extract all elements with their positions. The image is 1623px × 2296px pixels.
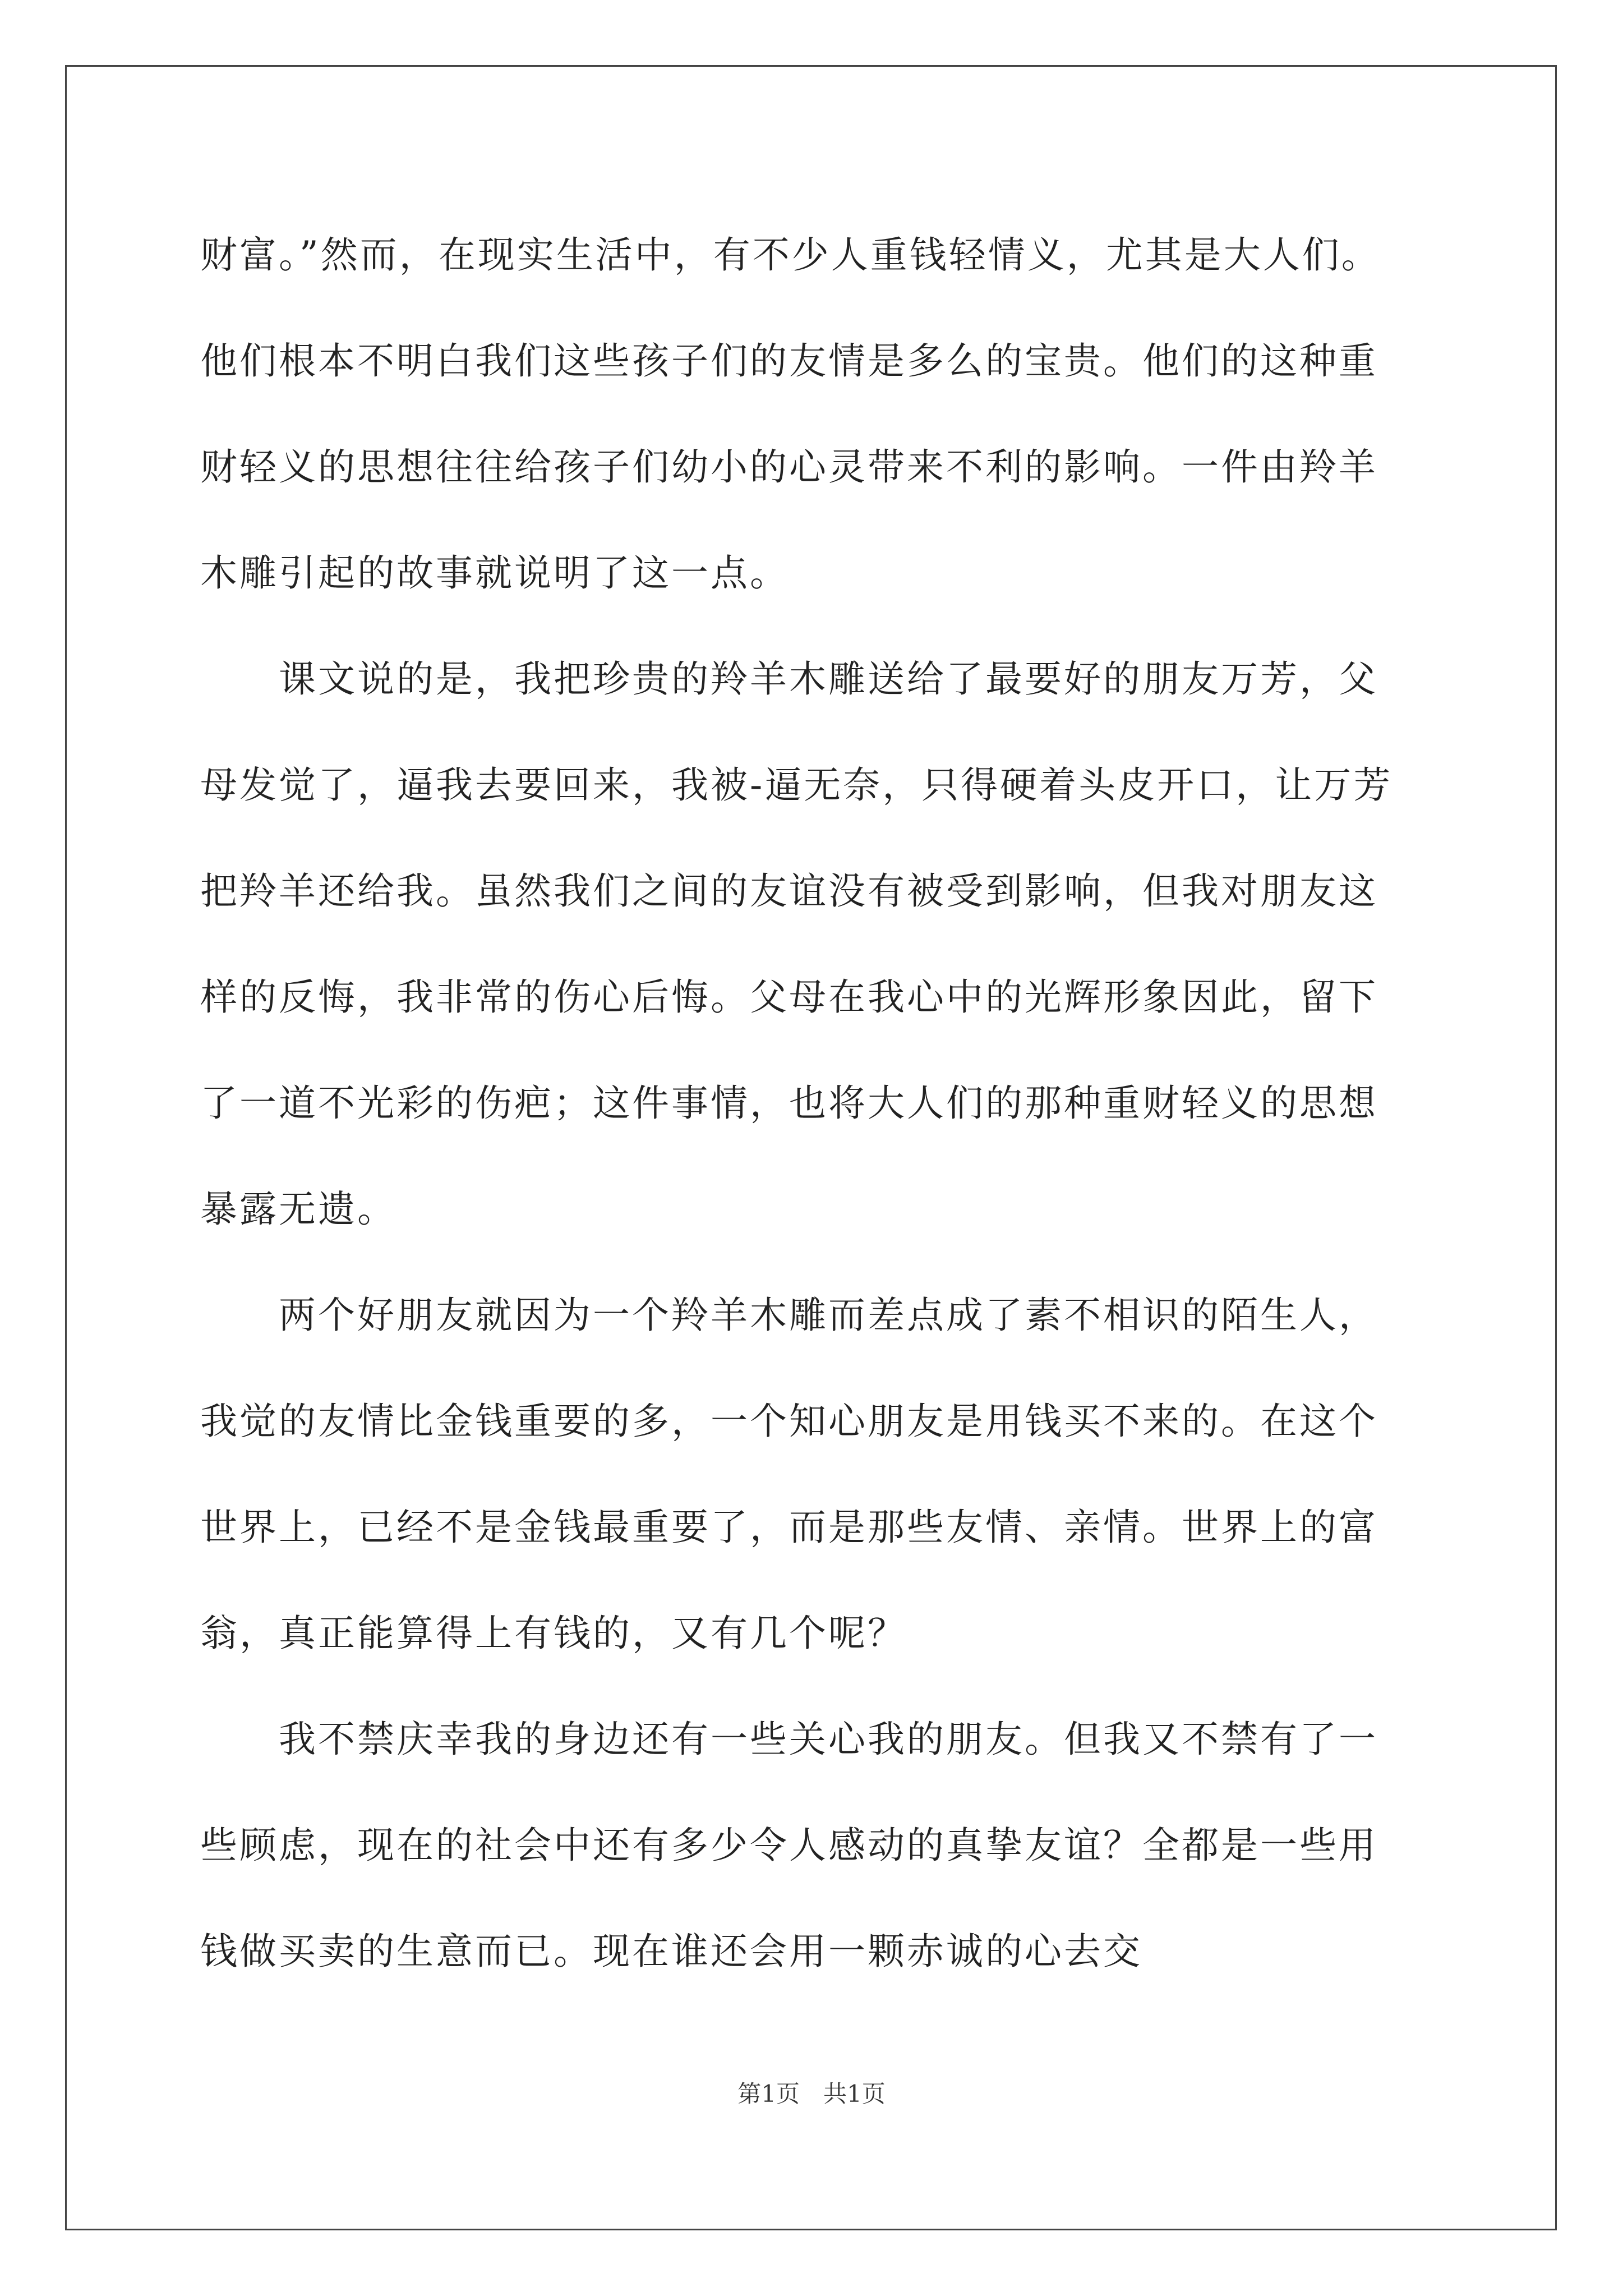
text-line: 钱做买卖的生意而已。现在谁还会用一颗赤诚的心去交 xyxy=(200,1930,1142,1973)
text-line: 我不禁庆幸我的身边还有一些关心我的朋友。但我又不禁有了一 xyxy=(200,1718,1378,1761)
text-line: 木雕引起的故事就说明了这一点。 xyxy=(200,551,789,595)
text-line: 翁，真正能算得上有钱的，又有几个呢？ xyxy=(200,1612,907,1655)
text-line: 财富。”然而，在现实生活中，有不少人重钱轻情义，尤其是大人们。 xyxy=(200,233,1381,277)
text-line: 两个好朋友就因为一个羚羊木雕而差点成了素不相识的陌生人， xyxy=(200,1294,1378,1337)
text-line: 样的反悔，我非常的伤心后悔。父母在我心中的光辉形象因此，留下 xyxy=(200,976,1378,1019)
text-line: 财轻义的思想往往给孩子们幼小的心灵带来不利的影响。一件由羚羊 xyxy=(200,445,1378,489)
text-line: 了一道不光彩的伤疤；这件事情，也将大人们的那种重财轻义的思想 xyxy=(200,1082,1378,1125)
document-body xyxy=(200,202,1434,2004)
text-line: 暴露无遗。 xyxy=(200,1188,396,1231)
text-line: 把羚羊还给我。虽然我们之间的友谊没有被受到影响，但我对朋友这 xyxy=(200,869,1378,913)
text-line: 些顾虑，现在的社会中还有多少令人感动的真挚友谊？全都是一些用 xyxy=(200,1824,1378,1867)
text-line: 课文说的是，我把珍贵的羚羊木雕送给了最要好的朋友万芳，父 xyxy=(200,657,1378,701)
text-line: 母发觉了，逼我去要回来，我被-逼无奈，只得硬着头皮开口，让万芳 xyxy=(200,763,1393,807)
text-line: 世界上，已经不是金钱最重要了，而是那些友情、亲情。世界上的富 xyxy=(200,1506,1378,1549)
text-line: 他们根本不明白我们这些孩子们的友情是多么的宝贵。他们的这种重 xyxy=(200,339,1378,383)
text-line: 我觉的友情比金钱重要的多，一个知心朋友是用钱买不来的。在这个 xyxy=(200,1400,1378,1443)
page-footer: 第1页 共1页 xyxy=(737,2080,886,2108)
